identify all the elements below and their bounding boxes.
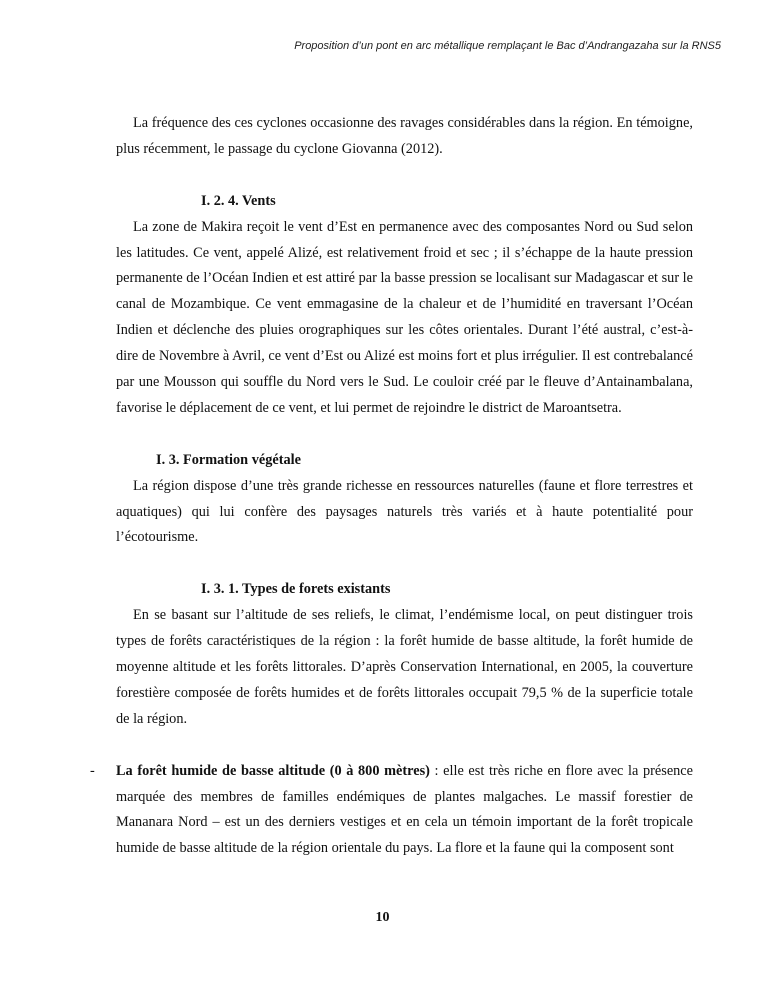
paragraph-vents: La zone de Makira reçoit le vent d’Est en permanence avec des composantes Nord ou Sud selon les latitudes. Ce vent, appelé Alizé, est relativement froid et sec ; il s’échappe de la haute pression permanente de l’Océan Indien et est attiré par la basse pression se localisant sur Madagascar et sur le canal de Mozambique. Ce vent emmagasine de la chaleur et de l’humidité en traversant l’Océan Indien et déclenche des pluies orographiques sur les côtes orientales. Durant l’été austral, c’est-à-dire de Novembre à Avril, ce vent d’Est ou Alizé est moins fort et plus irrégulier. Il est contrebalancé par une Mousson qui souffle du Nord vers le Sud. Le couloir créé par le fleuve d’Antainambalana, favorise le déplacement de ce vent, et lui permet de rejoindre le district de Maroantsetra.	[116, 218, 693, 416]
paragraph-types-forets: En se basant sur l’altitude de ses reliefs, le climat, l’endémisme local, on peut distinguer trois types de forêts caractéristiques de la région : la forêt humide de basse altitude, la forêt humide de moyenne altitude et les forêts littorales. D’après Conservation International, en 2005, la couverture forestière composée de forêts humides et de forêts littorales occupait 79,5 % de la superficie totale de la région.	[116, 607, 693, 727]
list-item-foret-basse-altitude	[90, 759, 694, 863]
heading-formation-vegetale: I. 3. Formation végétale	[156, 451, 301, 468]
bullet-title: La forêt humide de basse altitude (0 à 800 mètres)	[116, 762, 430, 779]
bullet-text: : elle est très riche en flore avec la présence marquée des membres de familles endémiques de plantes malgaches. Le massif forestier de Mananara Nord – est un des derniers vestiges et en cela un témoin important de la forêt tropicale humide de basse altitude de la région orientale du pays. La flore et la faune qui la composent sont	[116, 762, 694, 857]
running-header: Proposition d’un pont en arc métallique remplaçant le Bac d’Andrangazaha sur la RNS5	[294, 40, 721, 52]
paragraph-formation: La région dispose d’une très grande richesse en ressources naturelles (faune et flore terrestres et aquatiques) qui lui confère des paysages naturels très variés et à haute potentialité pour l’écotourisme.	[116, 477, 693, 546]
bullet-dash: -	[90, 762, 95, 779]
heading-vents: I. 2. 4. Vents	[201, 192, 276, 209]
paragraph-cyclones: La fréquence des ces cyclones occasionne des ravages considérables dans la région. En témoigne, plus récemment, le passage du cyclone Giovanna (2012).	[116, 115, 693, 157]
page-number: 10	[375, 910, 390, 925]
page-body	[90, 111, 694, 862]
heading-types-forets: I. 3. 1. Types de forets existants	[201, 581, 391, 598]
